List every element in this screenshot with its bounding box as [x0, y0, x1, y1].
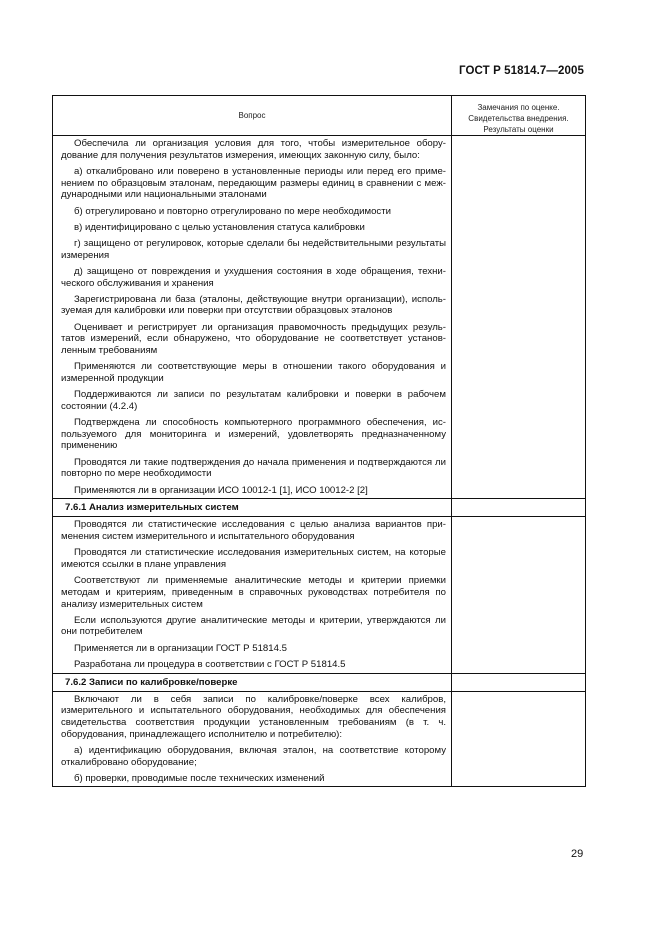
question-text: Разработана ли процедура в соответствии с ГОСТ Р 51814.5	[74, 658, 346, 670]
remarks-header-line: Результаты оценки	[483, 125, 554, 134]
remarks-cell	[452, 136, 586, 499]
question-text: Проводятся ли статистические исследования измерительных систем, на которые имеются ссылки в плане управления	[61, 547, 446, 570]
remarks-cell	[452, 499, 586, 517]
question-text: Оценивает и регистрирует ли организация правомочность предыдущих результатов измерений, если обнаружено, что оборудование не соответствует установленным требованиям	[61, 321, 446, 357]
question-text: Обеспечила ли организация условия для того, чтобы измерительное оборудование для получения результатов измерения, имеющих законную силу, было:	[61, 138, 446, 161]
remarks-cell	[452, 517, 586, 673]
section-title: 7.6.1 Анализ измерительных систем	[53, 499, 452, 517]
question-text: Поддерживаются ли записи по результатам калибровки и поверки в рабочем состоянии (4.2.4)	[61, 389, 446, 412]
question-text: а) идентификацию оборудования, включая эталон, на соответствие которому откалибровано оборудование;	[61, 744, 446, 768]
table-row	[53, 691, 586, 787]
question-text: Зарегистрирована ли база (эталоны, действующие внутри организации), используемая для калибровки или поверки при отсутствии образцовых эталонов	[61, 293, 446, 317]
question-text: Применяется ли в организации ГОСТ Р 51814.5	[74, 642, 287, 654]
question-text: б) проверки, проводимые после технических изменений	[74, 772, 325, 784]
remarks-cell	[452, 673, 586, 691]
document-code: ГОСТ Р 51814.7—2005	[459, 65, 584, 77]
question-text: г) защищено от регулировок, которые сделали бы недействительными результаты измерения	[61, 237, 446, 261]
question-text: Если используются другие аналитические методы и критерии, утверждаются ли они потребителем	[61, 614, 446, 638]
column-header-remarks	[452, 96, 586, 136]
question-cell	[53, 691, 452, 787]
question-text: а) откалибровано или поверено в установленные периоды или перед его применением по образцовым эталонам, передающим размеры единиц в сравнении с международными или национальными эталонами	[61, 165, 446, 201]
section-title: 7.6.2 Записи по калибровке/поверке	[53, 673, 452, 691]
question-text: Применяются ли в организации ИСО 10012-1 [1], ИСО 10012-2 [2]	[74, 484, 368, 496]
section-row	[53, 499, 586, 517]
section-row	[53, 673, 586, 691]
question-text: Подтверждена ли способность компьютерного программного обеспечения, используемого для мониторинга и измерений, удовлетворять предназначенному применению	[61, 417, 446, 452]
checklist-table	[52, 95, 586, 787]
question-text: Включают ли в себя записи по калибровке/поверке всех калибров, измерительного и испытательного оборудования, необходимых для обеспечения свидетельства соответствия продукции установленным требованиям (в т. ч. оборудования, принадлежащего исполнителю и потребителю):	[61, 693, 446, 740]
question-text: Применяются ли соответствующие меры в отношении такого оборудования и измеренной продукции	[61, 361, 446, 384]
question-text: в) идентифицировано с целью установления статуса калибровки	[74, 221, 365, 233]
remarks-cell	[452, 691, 586, 787]
question-cell	[53, 136, 452, 499]
question-text: д) защищено от повреждения и ухудшения состояния в ходе обращения, технического обслуживания и хранения	[61, 265, 446, 289]
column-header-question: Вопрос	[53, 96, 452, 136]
remarks-header-line: Замечания по оценке.	[477, 103, 560, 112]
page-number: 29	[571, 848, 584, 860]
question-text: б) отрегулировано и повторно отрегулировано по мере необходимости	[74, 205, 391, 217]
table-header-row	[53, 96, 586, 136]
question-text: Проводятся ли статистические исследования с целью анализа вариантов применения систем измерительного и испытательного оборудования	[61, 519, 446, 542]
table-row	[53, 136, 586, 499]
question-text: Соответствуют ли применяемые аналитические методы и критерии приемки методам и критериям, приведенным в справочных руководствах потребителя по анализу измерительных систем	[61, 575, 446, 610]
question-text: Проводятся ли такие подтверждения до начала применения и подтверждаются ли повторно по мере необходимости	[61, 456, 446, 480]
question-cell	[53, 517, 452, 673]
remarks-header-line: Свидетельства внедрения.	[468, 114, 569, 123]
table-row	[53, 517, 586, 673]
